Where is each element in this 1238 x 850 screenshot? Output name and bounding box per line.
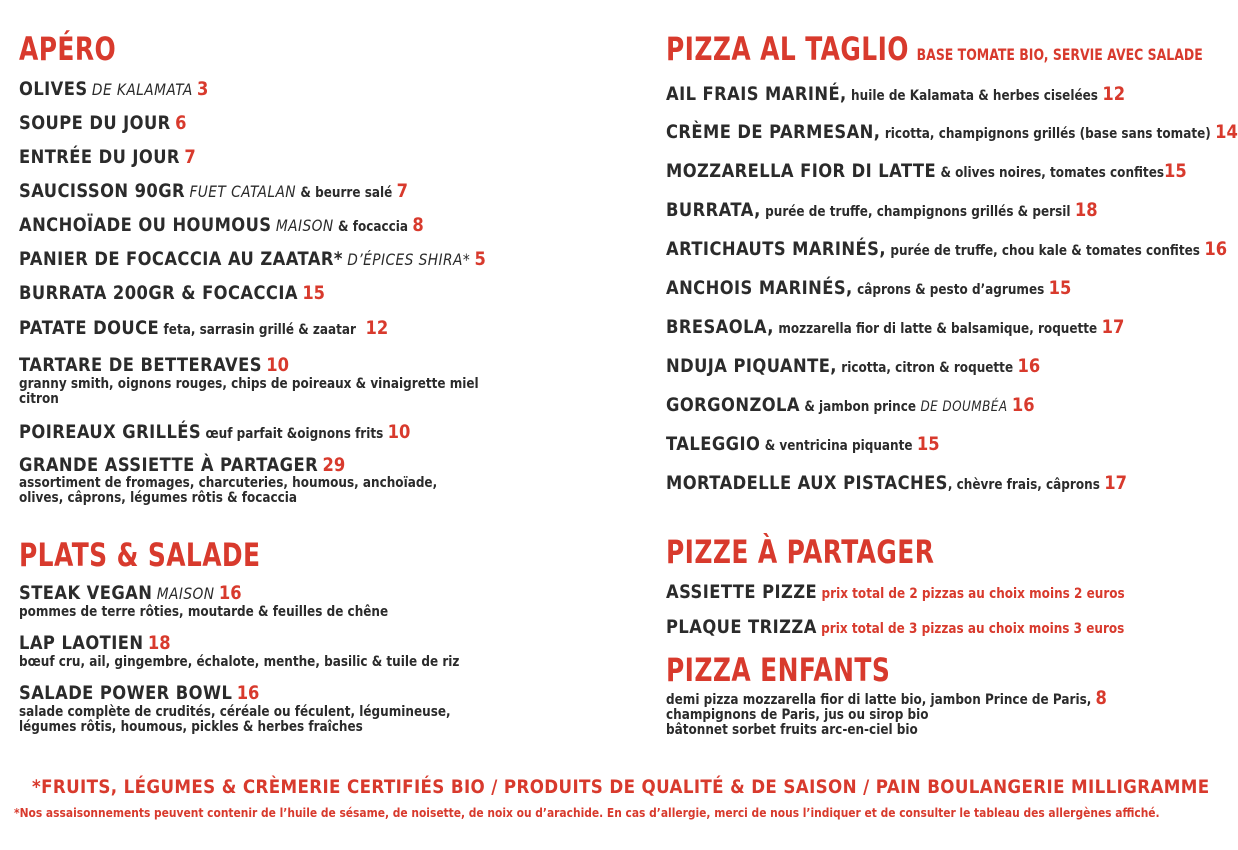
item-desc-line: citron: [19, 391, 59, 407]
section-title-enfants: PIZZA ENFANTS: [666, 651, 891, 689]
item-price: 29: [322, 454, 346, 476]
item-desc: & olives noires, tomates confites: [940, 165, 1165, 181]
item-desc: œuf parfait &oignons frits: [205, 426, 384, 442]
item-name: ANCHOIS MARINÉS,: [666, 277, 853, 299]
item-italic: DE KALAMATA: [91, 80, 193, 99]
item-name: NDUJA PIQUANTE,: [666, 355, 837, 377]
item-name: GORGONZOLA: [666, 394, 800, 416]
item-name: GRANDE ASSIETTE À PARTAGER: [19, 454, 319, 476]
menu-item: [19, 180, 408, 202]
item-desc: purée de truffe, chou kale & tomates confites: [890, 243, 1200, 259]
item-price: 16: [1011, 394, 1035, 416]
item-desc-line: granny smith, oignons rouges, chips de poireaux & vinaigrette miel: [19, 376, 479, 392]
item-price: 15: [916, 433, 940, 455]
menu-item: [666, 83, 1125, 105]
item-italic: DE DOUMBÉA: [920, 399, 1008, 415]
item-desc-line: bâtonnet sorbet fruits arc-en-ciel bio: [666, 722, 918, 738]
menu-item: [666, 277, 1071, 299]
item-name: PANIER DE FOCACCIA AU ZAATAR*: [19, 248, 343, 270]
section-title-taglio: [666, 30, 1203, 68]
item-desc-line: assortiment de fromages, charcuteries, houmous, anchoïade,: [19, 475, 438, 491]
menu-item: [666, 472, 1127, 494]
item-name: PATATE DOUCE: [19, 317, 160, 339]
item-name: OLIVES: [19, 78, 88, 100]
section-title-plats: PLATS & SALADE: [19, 536, 261, 574]
menu-item: [19, 582, 242, 604]
item-name: ANCHOÏADE OU HOUMOUS: [19, 214, 272, 236]
menu-item: [19, 78, 208, 100]
item-desc: & ventricina piquante: [764, 438, 913, 454]
menu-item: [666, 616, 1124, 638]
item-desc-line: olives, câprons, légumes rôtis & focaccia: [19, 490, 298, 506]
menu-item: [666, 238, 1227, 260]
menu-item: [666, 581, 1125, 603]
menu-item: [19, 317, 388, 339]
menu-item: [19, 421, 410, 443]
item-price: 3: [197, 78, 209, 100]
item-price: 18: [147, 632, 171, 654]
item-name: BURRATA,: [666, 199, 761, 221]
item-price: 5: [474, 248, 486, 270]
item-desc: câprons & pesto d’agrumes: [857, 282, 1045, 298]
item-desc: prix total de 2 pizzas au choix moins 2 euros: [821, 586, 1125, 602]
menu-item: [19, 248, 486, 270]
item-name: SAUCISSON 90GR: [19, 180, 186, 202]
section-title-text: PIZZA AL TAGLIO: [666, 30, 909, 68]
item-name: MOZZARELLA FIOR DI LATTE: [666, 160, 937, 182]
item-price: 16: [1204, 238, 1228, 260]
menu-item: [666, 433, 940, 455]
section-subtitle: BASE TOMATE BIO, SERVIE AVEC SALADE: [916, 45, 1203, 64]
footer-bio-note: *FRUITS, LÉGUMES & CRÈMERIE CERTIFIÉS BIO / PRODUITS DE QUALITÉ & DE SAISON / PAIN BOULANGERIE MILLIGRAMME: [32, 776, 1210, 798]
footer-allergy-note: *Nos assaisonnements peuvent contenir de l’huile de sésame, de noisette, de noix ou d’arachide. En cas d’allergie, merci de nous l’indiquer et de consulter le tableau des allergènes affiché.: [14, 806, 1160, 820]
item-desc: , chèvre frais, câprons: [947, 477, 1100, 493]
item-desc: huile de Kalamata & herbes ciselées: [851, 88, 1098, 104]
menu-item: [666, 316, 1124, 338]
item-desc-line: légumes rôtis, houmous, pickles & herbes fraîches: [19, 719, 363, 735]
item-price: 10: [387, 421, 411, 443]
item-price: 17: [1101, 316, 1125, 338]
item-price: 17: [1104, 472, 1128, 494]
item-price: 15: [302, 282, 326, 304]
item-name: SALADE POWER BOWL: [19, 682, 233, 704]
item-price: 12: [365, 317, 389, 339]
item-price: 16: [1017, 355, 1041, 377]
item-price: 6: [175, 112, 187, 134]
menu-item: [19, 682, 259, 704]
item-name: CRÈME DE PARMESAN,: [666, 121, 881, 143]
menu-item: [19, 282, 325, 304]
item-desc-line: pommes de terre rôties, moutarde & feuilles de chêne: [19, 604, 389, 620]
item-name: MORTADELLE AUX PISTACHES: [666, 472, 948, 494]
item-price: 8: [1095, 687, 1107, 709]
menu-item: [19, 112, 186, 134]
menu-item: [19, 146, 196, 168]
item-price: 7: [396, 180, 409, 202]
item-price: 15: [1164, 160, 1187, 182]
menu-item: [666, 394, 1035, 416]
item-name: ARTICHAUTS MARINÉS,: [666, 238, 886, 260]
item-desc-line: champignons de Paris, jus ou sirop bio: [666, 707, 929, 723]
item-desc: ricotta, champignons grillés (base sans tomate): [884, 126, 1211, 142]
menu-item: [666, 199, 1098, 221]
item-price: 18: [1074, 199, 1098, 221]
item-desc: feta, sarrasin grillé & zaatar: [163, 322, 356, 338]
item-desc: & jambon prince: [804, 399, 917, 415]
item-name: LAP LAOTIEN: [19, 632, 144, 654]
enfants-line: demi pizza mozzarella fior di latte bio, jambon Prince de Paris,: [666, 692, 1092, 708]
item-name: STEAK VEGAN: [19, 582, 153, 604]
item-name: ASSIETTE PIZZE: [666, 581, 818, 603]
item-name: TALEGGIO: [666, 433, 761, 455]
item-price: 8: [412, 214, 424, 236]
menu-item: [666, 160, 1187, 182]
item-price: 7: [184, 146, 196, 168]
item-name: TARTARE DE BETTERAVES: [19, 354, 262, 376]
item-italic: D’ÉPICES SHIRA*: [347, 250, 471, 269]
item-price: 10: [266, 354, 290, 376]
item-price: 12: [1102, 83, 1126, 105]
section-title-partager: PIZZE À PARTAGER: [666, 533, 935, 571]
menu-item: [19, 454, 345, 476]
item-name: SOUPE DU JOUR: [19, 112, 171, 134]
item-name: PLAQUE TRIZZA: [666, 616, 817, 638]
menu-item: [666, 355, 1040, 377]
item-name: POIREAUX GRILLÉS: [19, 421, 202, 443]
menu-item: [19, 354, 289, 376]
item-price: 14: [1215, 121, 1238, 143]
item-desc-line: salade complète de crudités, céréale ou féculent, légumineuse,: [19, 704, 451, 720]
item-price: 16: [218, 582, 242, 604]
item-desc: purée de truffe, champignons grillés & persil: [765, 204, 1071, 220]
menu-item: [666, 121, 1238, 143]
item-desc: mozzarella fior di latte & balsamique, roquette: [778, 321, 1098, 337]
item-price: 15: [1048, 277, 1072, 299]
item-name: BURRATA 200GR & FOCACCIA: [19, 282, 298, 304]
item-italic: FUET CATALAN: [189, 182, 297, 201]
item-desc: ricotta, citron & roquette: [841, 360, 1014, 376]
item-name: ENTRÉE DU JOUR: [19, 146, 180, 168]
item-desc: & focaccia: [338, 219, 409, 235]
item-italic: MAISON: [275, 216, 334, 235]
item-desc-line: [666, 687, 1107, 709]
item-desc: & beurre salé: [300, 185, 393, 201]
menu-item: [19, 632, 171, 654]
item-italic: MAISON: [156, 584, 215, 603]
item-name: BRESAOLA,: [666, 316, 774, 338]
item-price: 16: [236, 682, 260, 704]
menu-item: [19, 214, 424, 236]
item-desc-line: bœuf cru, ail, gingembre, échalote, menthe, basilic & tuile de riz: [19, 654, 460, 670]
item-desc: prix total de 3 pizzas au choix moins 3 euros: [821, 621, 1125, 637]
section-title-apero: APÉRO: [19, 30, 117, 68]
item-name: AIL FRAIS MARINÉ,: [666, 83, 847, 105]
